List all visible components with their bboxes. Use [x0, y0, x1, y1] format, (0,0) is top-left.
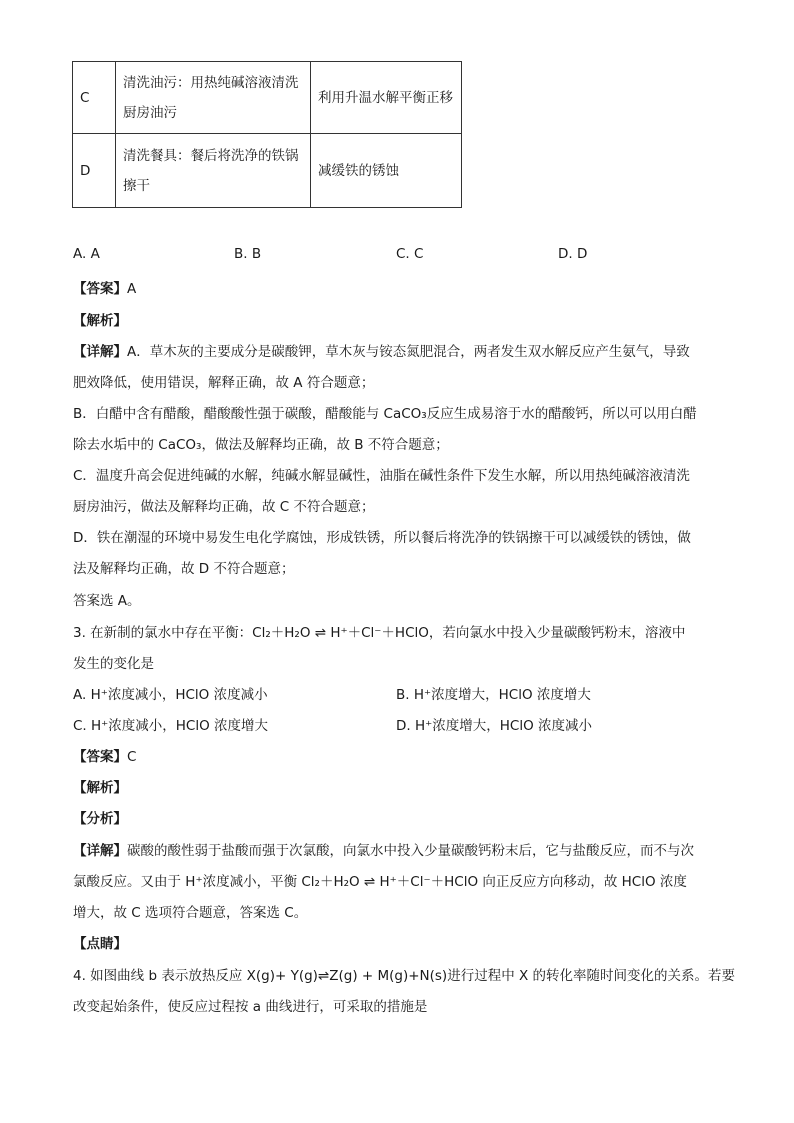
row-reason: 利用升温水解平衡正移	[311, 62, 462, 134]
q3-option-a: A. H⁺浓度减小，HClO 浓度减小	[73, 687, 268, 703]
q2-detail-line: D．铁在潮湿的环境中易发生电化学腐蚀，形成铁锈，所以餐后将洗净的铁锅擦干可以减缓铁的锈蚀，做	[73, 530, 691, 546]
q3-equation: Cl₂＋H₂O ⇌ H⁺＋Cl⁻＋HClO	[252, 625, 429, 641]
q3-dianjing-label: 【点睛】	[73, 936, 127, 952]
answer-value: A	[127, 281, 137, 297]
row-scene: 清洗油污：用热纯碱溶液清洗厨房油污	[116, 62, 311, 134]
answer-value: C	[127, 749, 137, 765]
row-scene: 清洗餐具：餐后将洗净的铁锅擦干	[116, 134, 311, 208]
q2-detail-line: B．白醋中含有醋酸，醋酸酸性强于碳酸，醋酸能与 CaCO₃反应生成易溶于水的醋酸钙，所以可以用白醋	[73, 406, 697, 422]
detail-label: 【详解】	[73, 843, 127, 859]
q3-fenxi-label: 【分析】	[73, 811, 127, 827]
q2-option-a: A. A	[73, 246, 100, 262]
q2-analysis-label: 【解析】	[73, 313, 127, 329]
q3-answer	[73, 745, 136, 765]
q3-detail-line: 氯酸反应。又由于 H⁺浓度减小，平衡 Cl₂＋H₂O ⇌ H⁺＋Cl⁻＋HClO 向正反应方向移动，故 HClO 浓度	[73, 874, 687, 890]
q3-option-b: B. H⁺浓度增大，HClO 浓度增大	[396, 687, 591, 703]
q2-detail-line: 肥效降低，使用错误，解释正确，故 A 符合题意；	[73, 375, 375, 391]
q3-stem	[73, 621, 685, 641]
q3-option-d: D. H⁺浓度增大，HClO 浓度减小	[396, 718, 593, 734]
table-row	[73, 62, 462, 134]
q2-option-b: B. B	[234, 246, 262, 262]
row-letter: C	[73, 62, 116, 134]
q3-stem-b: ，若向氯水中投入少量碳酸钙粉末，溶液中	[428, 625, 686, 641]
detail-text: 碳酸的酸性弱于盐酸而强于次氯酸，向氯水中投入少量碳酸钙粉末后，它与盐酸反应，而不与次	[127, 843, 694, 859]
answer-label: 【答案】	[73, 749, 127, 765]
table-row	[73, 134, 462, 208]
options-table	[72, 61, 462, 208]
q2-detail-line: 厨房油污，做法及解释均正确，故 C 不符合题意；	[73, 499, 375, 515]
q3-detail-line	[73, 839, 694, 859]
q3-detail-line: 增大，故 C 选项符合题意，答案选 C。	[73, 905, 308, 921]
q3-option-c: C. H⁺浓度减小，HClO 浓度增大	[73, 718, 269, 734]
row-letter: D	[73, 134, 116, 208]
q4-stem-line: 改变起始条件，使反应过程按 a 曲线进行，可采取的措施是	[73, 999, 428, 1015]
q2-detail-line: 除去水垢中的 CaCO₃，做法及解释均正确，故 B 不符合题意；	[73, 437, 449, 453]
q2-detail-line: C．温度升高会促进纯碱的水解，纯碱水解显碱性，油脂在碱性条件下发生水解，所以用热纯碱溶液清洗	[73, 468, 690, 484]
q3-stem-a: 3. 在新制的氯水中存在平衡：	[73, 625, 253, 641]
q2-answer	[73, 277, 136, 297]
detail-label: 【详解】	[73, 344, 127, 360]
q2-option-c: C. C	[396, 246, 424, 262]
row-reason: 减缓铁的锈蚀	[311, 134, 462, 208]
q2-option-d: D. D	[558, 246, 588, 262]
q3-stem-c: 发生的变化是	[73, 656, 154, 672]
q2-conclusion: 答案选 A。	[73, 593, 141, 609]
q3-analysis-label: 【解析】	[73, 780, 127, 796]
detail-text: A．草木灰的主要成分是碳酸钾，草木灰与铵态氮肥混合，两者发生双水解反应产生氨气，导致	[127, 344, 690, 360]
q2-detail-line	[73, 340, 690, 360]
q4-stem-line: 4. 如图曲线 b 表示放热反应 X(g)+ Y(g)⇌Z(g) + M(g)+N(s)进行过程中 X 的转化率随时间变化的关系。若要	[73, 968, 736, 984]
answer-label: 【答案】	[73, 281, 127, 297]
q2-detail-line: 法及解释均正确，故 D 不符合题意；	[73, 561, 295, 577]
